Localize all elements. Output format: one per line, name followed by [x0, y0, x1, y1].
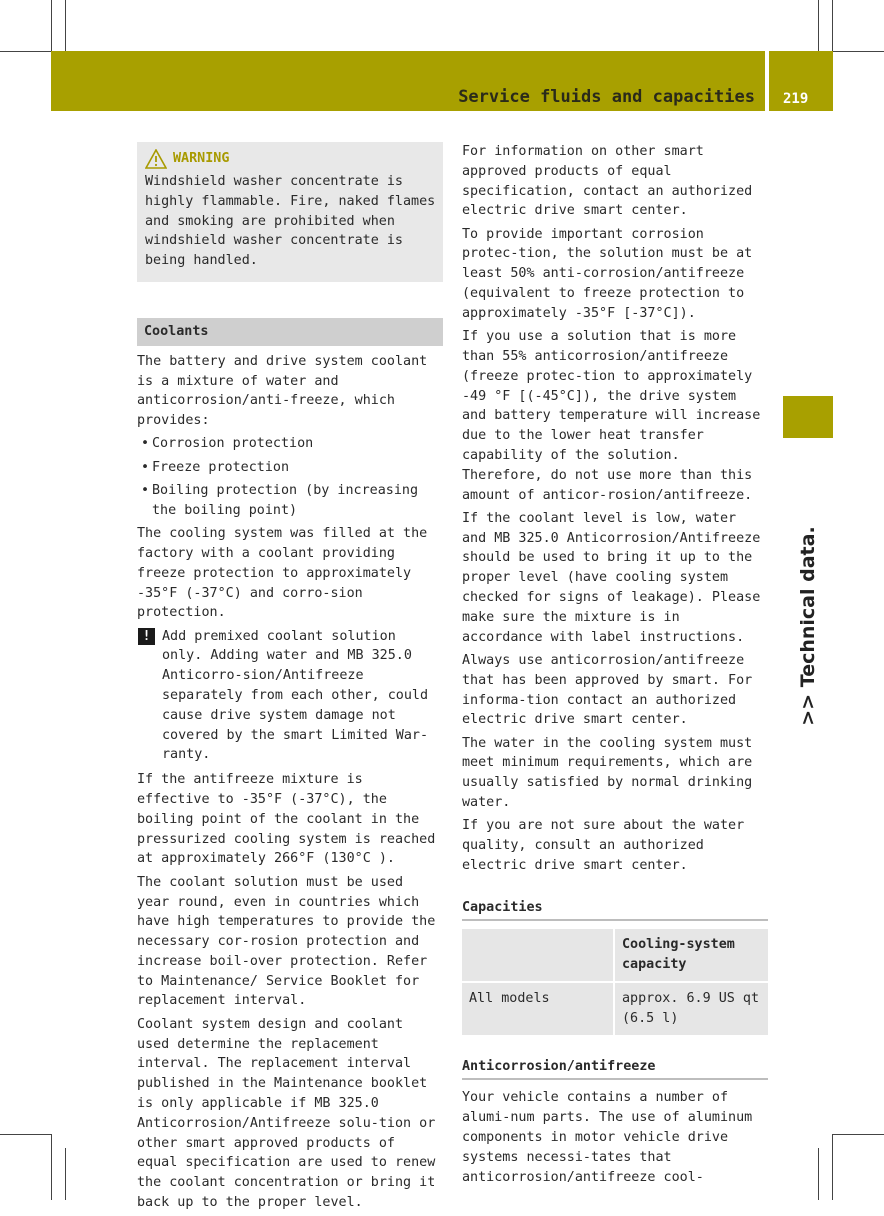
factory-fill-paragraph: The cooling system was filled at the factory with a coolant providing freeze protection to approximately -35°F (-37°C) and corro-sion protection.	[137, 526, 428, 621]
crop-mark	[832, 0, 833, 51]
coolant-benefits-list	[137, 434, 443, 520]
anticorrosion-heading: Anticorrosion/antifreeze	[462, 1057, 768, 1081]
section-tab-label: >> Technical data.	[797, 526, 819, 726]
water-quality-paragraph: If you are not sure about the water quality, consult an authorized electric drive smart center.	[462, 818, 745, 873]
header-bar	[51, 51, 765, 111]
right-column	[462, 142, 768, 1191]
boiling-point-paragraph: If the antifreeze mixture is effective to -35°F (-37°C), the boiling point of the coolant in the pressurized cooling system is reached at approximately 266°F (130°C ).	[137, 772, 436, 867]
table-row	[462, 983, 768, 1035]
crop-mark	[818, 0, 819, 51]
crop-mark	[65, 0, 66, 51]
anticorrosion-paragraph: Your vehicle contains a number of alumi-num parts. The use of aluminum components in motor vehicle drive systems necessi-tates that anticorrosion/antifreeze cool-	[462, 1090, 753, 1185]
notice-text: Add premixed coolant solution only. Adding water and MB 325.0 Anticorro-sion/Antifreeze separately from each other, could cause drive system damage not covered by the smart Limited War-ranty.	[162, 628, 429, 763]
left-column	[137, 142, 443, 1216]
crop-mark	[51, 1134, 52, 1200]
approved-antifreeze-paragraph: Always use anticorrosion/antifreeze that has been approved by smart. For informa-tion contact an authorized electric drive smart center.	[462, 652, 753, 728]
table-header-row	[462, 929, 768, 983]
notice-exclamation-icon: !	[138, 628, 155, 645]
crop-mark	[51, 0, 52, 51]
coolants-heading: Coolants	[137, 318, 443, 346]
capacities-table	[462, 929, 768, 1034]
page-number: 219	[783, 91, 809, 107]
capacities-heading: Capacities	[462, 898, 768, 922]
warning-triangle-icon	[145, 149, 167, 169]
crop-mark	[832, 1134, 833, 1200]
replacement-interval-paragraph: Coolant system design and coolant used determine the replacement interval. The replacement interval published in the Maintenance booklet is only applicable if MB 325.0 Anticorrosion/Antifreeze solu-tion or other smart approved products of equal specification are used to renew the coolant concentration or bring it back up to the proper level.	[137, 1016, 436, 1210]
corrosion-protection-paragraph: To provide important corrosion protec-tion, the solution must be at least 50% anti-corrosion/antifreeze (equivalent to freeze protection to approximately -35°F [-37°C]).	[462, 226, 753, 321]
page-title: Service fluids and capacities	[458, 87, 755, 107]
table-header-cell: Cooling-system capacity	[615, 929, 768, 983]
list-item: • Boiling protection (by increasing the boiling point)	[137, 481, 443, 521]
warning-title	[145, 146, 437, 172]
list-item: • Freeze protection	[137, 458, 443, 478]
notice-block	[137, 627, 443, 766]
warning-box	[137, 142, 443, 282]
crop-mark	[833, 51, 884, 52]
crop-mark	[833, 1134, 884, 1135]
table-cell: approx. 6.9 US qt (6.5 l)	[615, 983, 768, 1035]
low-coolant-paragraph: If the coolant level is low, water and MB 325.0 Anticorrosion/Antifreeze should be used to bring it up to the proper level (have cooling system checked for signs of leakage). Please make sure the mixture is in accordance with label instructions.	[462, 510, 761, 645]
warning-label: WARNING	[173, 151, 230, 167]
water-requirements-paragraph: The water in the cooling system must meet minimum requirements, which are usually satisfied by normal drinking water.	[462, 735, 753, 810]
concentration-limit-paragraph: If you use a solution that is more than 55% anticorrosion/antifreeze (freeze protec-tion to approximately -49 °F [(-45°C]), the drive system and battery temperature will increase due to the lower heat transfer capability of the solution. Therefore, do not use more than this amount of anticor-rosion/antifreeze.	[462, 329, 761, 503]
table-header-cell	[462, 929, 615, 983]
page-number-box	[769, 51, 833, 111]
coolants-intro: The battery and drive system coolant is a mixture of water and anticorrosion/anti-freeze, which provides:	[137, 353, 428, 429]
info-paragraph: For information on other smart approved products of equal specification, contact an authorized electric drive smart center.	[462, 144, 753, 219]
warning-text: Windshield washer concentrate is highly flammable. Fire, naked flames and smoking are prohibited when windshield washer concentrate is being handled.	[145, 174, 436, 269]
crop-mark	[65, 1148, 66, 1200]
list-item: • Corrosion protection	[137, 434, 443, 454]
crop-mark	[0, 51, 51, 52]
crop-mark	[818, 1148, 819, 1200]
year-round-paragraph: The coolant solution must be used year round, even in countries which have high temperatures to provide the necessary cor-rosion protection and increase boil-over protection. Refer to Maintenance/ Service Booklet for replacement interval.	[137, 874, 436, 1009]
crop-mark	[0, 1134, 51, 1135]
table-cell: All models	[462, 983, 615, 1035]
section-tab-marker	[783, 396, 833, 438]
